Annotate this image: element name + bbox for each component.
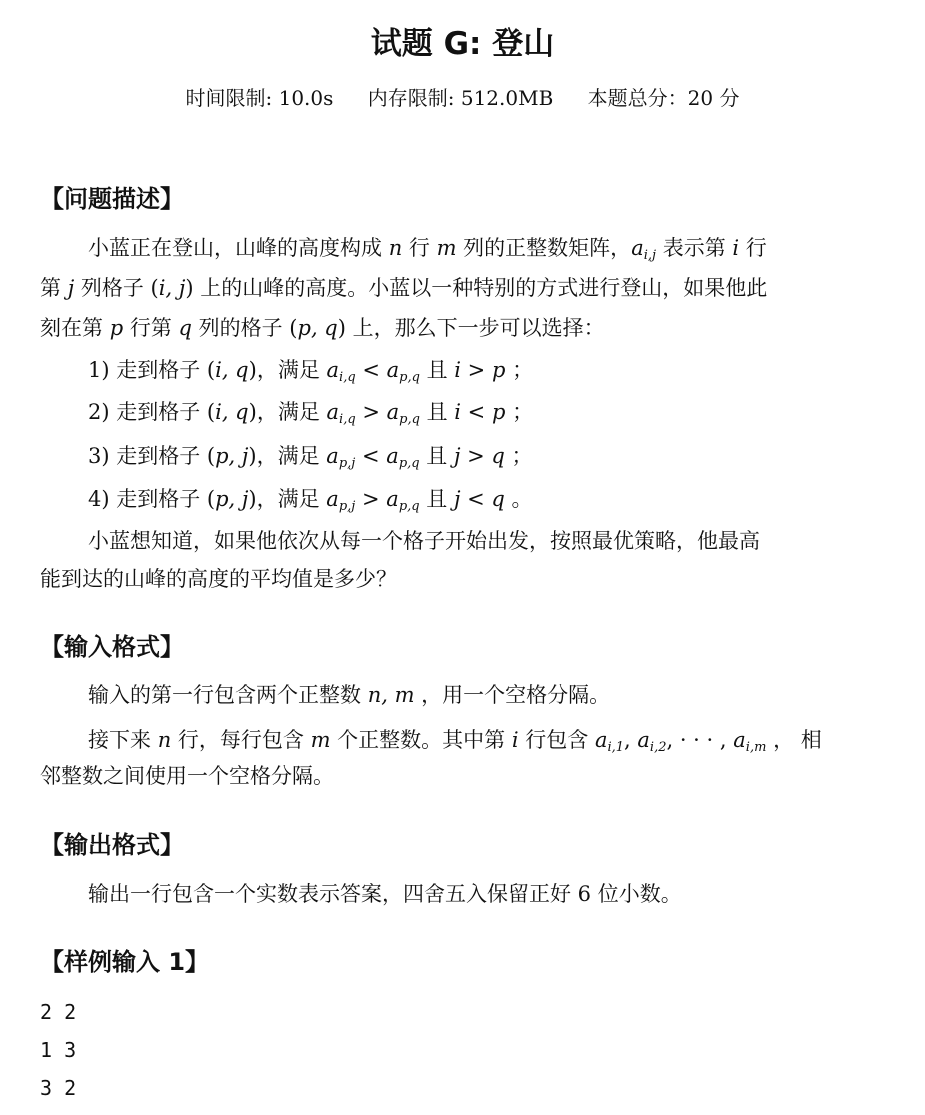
description-line-1: 小蓝正在登山，山峰的高度构成 n 行 m 列的正整数矩阵，$a_{i,j}$ 表示第 i 行	[88, 236, 767, 263]
sample-input-line: 2 2	[40, 1000, 77, 1024]
section-sample-input-heading: 【样例输入 1】	[40, 948, 210, 976]
description-line-3: 刻在第 p 行第 q 列的格子 (p, q) 上，那么下一步可以选择：	[40, 316, 605, 340]
total-score: 本题总分：20 分	[587, 86, 740, 110]
description-line-2: 第 j 列格子 (i, j) 上的山峰的高度。小蓝以一种特别的方式进行登山，如果他此	[40, 276, 768, 300]
rule-item: 4) 走到格子 (p, j)，满足 $a_{p,j} > a_{p,q}$ 且 j < q 。	[88, 487, 533, 514]
limits-bar	[0, 84, 925, 112]
rule-item: 2) 走到格子 (i, q)，满足 $a_{i,q} > a_{p,q}$ 且 i < p ；	[88, 400, 534, 427]
section-input-heading: 【输入格式】	[40, 633, 184, 661]
section-output-heading: 【输出格式】	[40, 831, 184, 859]
rule-item: 1) 走到格子 (i, q)，满足 $a_{i,q} < a_{p,q}$ 且 i > p ；	[88, 358, 534, 385]
rule-item: 3) 走到格子 (p, j)，满足 $a_{p,j} < a_{p,q}$ 且 j > q ；	[88, 444, 533, 471]
section-description-heading: 【问题描述】	[40, 185, 184, 213]
description-question-line-1: 小蓝想知道，如果他依次从每一个格子开始出发，按照最优策略，他最高	[88, 529, 760, 553]
input-line-3: 邻整数之间使用一个空格分隔。	[40, 764, 334, 788]
sample-input-line: 3 2	[40, 1076, 77, 1100]
problem-title: 试题 G: 登山	[370, 26, 555, 62]
output-line-1: 输出一行包含一个实数表示答案，四舍五入保留正好 6 位小数。	[88, 882, 682, 906]
time-limit: 时间限制: 10.0s	[185, 86, 334, 110]
memory-limit: 内存限制: 512.0MB	[367, 86, 554, 110]
input-line-2: 接下来 n 行，每行包含 m 个正整数。其中第 i 行包含 $a_{i,1}$, $a_{i,2}$, · · · , $a_{i,m}$ ， 相	[88, 728, 822, 755]
sample-input-line: 1 3	[40, 1038, 77, 1062]
description-question-line-2: 能到达的山峰的高度的平均值是多少？	[40, 567, 397, 591]
input-line-1: 输入的第一行包含两个正整数 n, m ，用一个空格分隔。	[88, 683, 611, 707]
